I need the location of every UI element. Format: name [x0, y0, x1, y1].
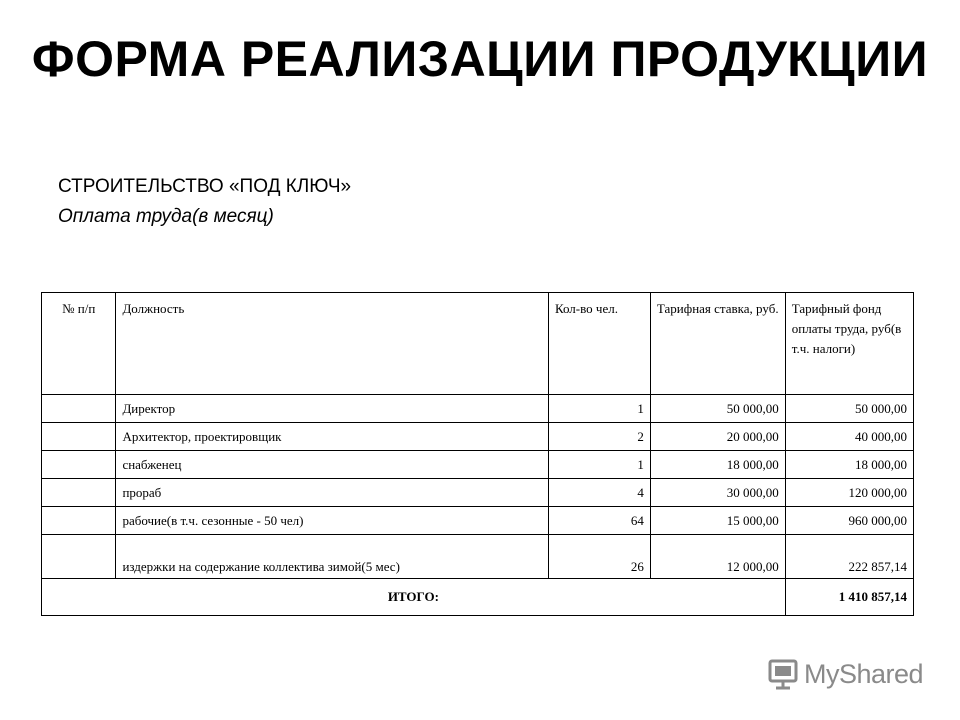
header-qty: Кол-во чел.	[548, 293, 650, 395]
cell-rate: 20 000,00	[650, 423, 785, 451]
cell-position: снабженец	[116, 451, 549, 479]
slideshow-icon	[768, 658, 798, 690]
header-rate: Тарифная ставка, руб.	[650, 293, 785, 395]
cell-num	[42, 423, 116, 451]
cell-fund: 18 000,00	[785, 451, 913, 479]
cell-position: прораб	[116, 479, 549, 507]
subtitle: СТРОИТЕЛЬСТВО «ПОД КЛЮЧ»	[58, 176, 352, 197]
cell-rate: 15 000,00	[650, 507, 785, 535]
cell-num	[42, 395, 116, 423]
header-position: Должность	[116, 293, 549, 395]
cell-num	[42, 479, 116, 507]
cell-fund: 40 000,00	[785, 423, 913, 451]
watermark-logo	[768, 656, 923, 692]
table-caption: Оплата труда(в месяц)	[58, 206, 274, 227]
cell-position: Директор	[116, 395, 549, 423]
header-fund: Тарифный фонд оплаты труда, руб(в т.ч. налоги)	[785, 293, 913, 395]
total-label: ИТОГО:	[42, 579, 786, 616]
table-row	[42, 479, 914, 507]
table-header-row	[42, 293, 914, 395]
cell-qty: 1	[548, 451, 650, 479]
cell-position: Архитектор, проектировщик	[116, 423, 549, 451]
table-row	[42, 423, 914, 451]
cell-qty: 2	[548, 423, 650, 451]
cell-qty: 26	[548, 535, 650, 579]
total-value: 1 410 857,14	[785, 579, 913, 616]
cell-num	[42, 535, 116, 579]
cell-rate: 18 000,00	[650, 451, 785, 479]
cell-rate: 30 000,00	[650, 479, 785, 507]
table-row	[42, 395, 914, 423]
cell-rate: 50 000,00	[650, 395, 785, 423]
cell-num	[42, 451, 116, 479]
cell-fund: 50 000,00	[785, 395, 913, 423]
watermark-text: MyShared	[804, 658, 924, 689]
cell-num	[42, 507, 116, 535]
cell-fund: 222 857,14	[785, 535, 913, 579]
cell-position: рабочие(в т.ч. сезонные - 50 чел)	[116, 507, 549, 535]
table-total-row	[42, 579, 914, 616]
cell-qty: 4	[548, 479, 650, 507]
cell-position: издержки на содержание коллектива зимой(5 мес)	[116, 535, 549, 579]
header-num: № п/п	[42, 293, 116, 395]
payroll-table	[41, 292, 914, 616]
cell-fund: 960 000,00	[785, 507, 913, 535]
table-row	[42, 535, 914, 579]
cell-rate: 12 000,00	[650, 535, 785, 579]
page-title: ФОРМА РЕАЛИЗАЦИИ ПРОДУКЦИИ	[31, 31, 929, 87]
cell-fund: 120 000,00	[785, 479, 913, 507]
cell-qty: 64	[548, 507, 650, 535]
cell-qty: 1	[548, 395, 650, 423]
table-row	[42, 507, 914, 535]
table-row	[42, 451, 914, 479]
